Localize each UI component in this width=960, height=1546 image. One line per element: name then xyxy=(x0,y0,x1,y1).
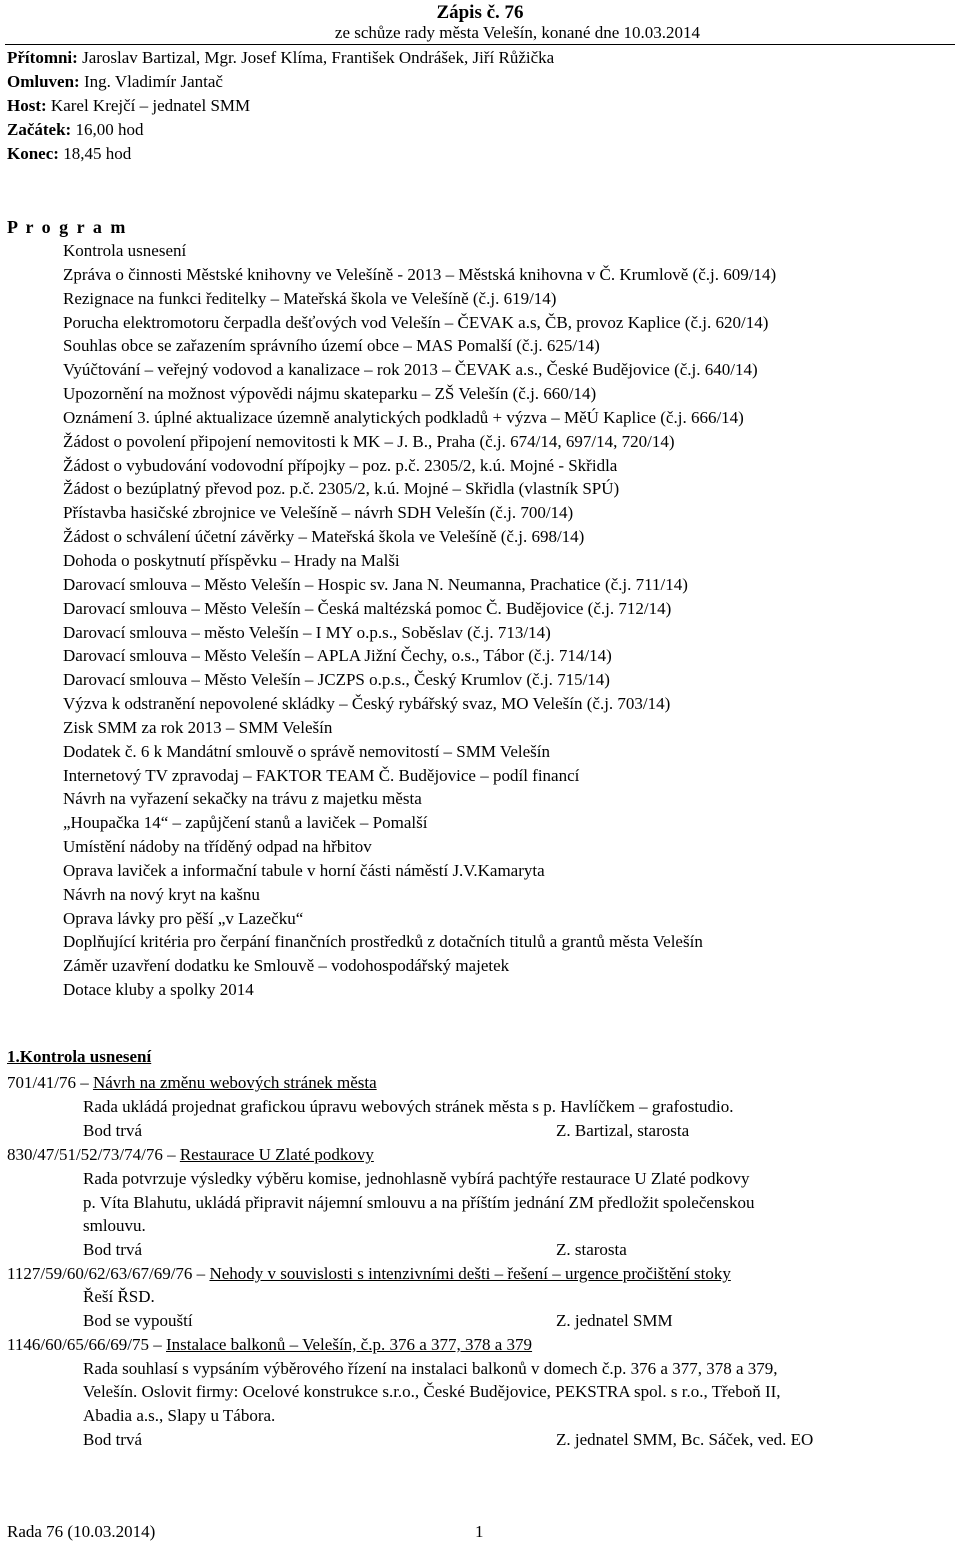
program-item-text: Doplňující kritéria pro čerpání finančních prostředků z dotačních titulů a grantů města Velešín xyxy=(63,932,703,952)
excused-label: Omluven: xyxy=(7,72,80,91)
resolution-text-line: smlouvu. xyxy=(83,1216,146,1235)
document-subtitle: ze schůze rady města Velešín, konané dne 10.03.2014 xyxy=(334,23,700,42)
program-item-text: Dohoda o poskytnutí příspěvku – Hrady na Malši xyxy=(63,550,400,570)
footer-label: Rada 76 (10.03.2014) xyxy=(7,1522,156,1541)
program-item-text: Vyúčtování – veřejný vodovod a kanalizace – rok 2013 – ČEVAK a.s., České Budějovice (č.j. 640/14) xyxy=(63,360,758,380)
resolution-text-line: p. Víta Blahutu, ukládá připravit nájemní smlouvu a na příštím jednání ZM předložit společenskou xyxy=(83,1193,755,1212)
end-value: 18,45 hod xyxy=(63,144,132,163)
start-value: 16,00 hod xyxy=(75,120,144,139)
program-item-text: Dodatek č. 6 k Mandátní smlouvě o správě nemovitostí – SMM Velešín xyxy=(63,741,550,761)
program-item-text: Oprava lávky pro pěší „v Lazečku“ xyxy=(63,908,304,928)
resolution-status: Bod se vypouští xyxy=(83,1311,193,1330)
page-number: 1 xyxy=(475,1522,484,1541)
resolution-ref: 1146/60/65/66/69/75 – xyxy=(7,1335,162,1354)
resolution-text-line: Rada souhlasí s vypsáním výběrového řízení na instalaci balkonů v domech č.p. 376 a 377, 378 a 379, xyxy=(83,1359,778,1378)
program-item-text: Darovací smlouva – Město Velešín – JCZPS o.p.s., Český Krumlov (č.j. 715/14) xyxy=(63,670,610,690)
resolution-header xyxy=(7,1143,374,1167)
program-item-text: Rezignace na funkci ředitelky – Mateřská škola ve Velešíně (č.j. 619/14) xyxy=(63,288,557,308)
resolution-text: Řeší ŘSD. xyxy=(83,1287,155,1306)
resolution-responsible: Z. jednatel SMM, Bc. Sáček, ved. EO xyxy=(556,1430,814,1449)
program-item-text: Darovací smlouva – Město Velešín – Hospic sv. Jana N. Neumanna, Prachatice (č.j. 711/14) xyxy=(63,574,688,594)
program-item-text: Návrh na vyřazení sekačky na trávu z majetku města xyxy=(63,789,422,809)
program-item-text: Záměr uzavření dodatku ke Smlouvě – vodohospodářský majetek xyxy=(63,956,510,976)
program-item-text: Návrh na nový kryt na kašnu xyxy=(63,884,260,904)
present-label: Přítomni: xyxy=(7,48,78,67)
program-item-text: Zpráva o činnosti Městské knihovny ve Velešíně - 2013 – Městská knihovna v Č. Krumlově (č.j. 609/14) xyxy=(63,264,777,284)
program-item-text: Upozornění na možnost výpovědi nájmu skateparku – ZŠ Velešín (č.j. 660/14) xyxy=(63,384,597,404)
program-item-text: Darovací smlouva – Město Velešín – Česká maltézská pomoc Č. Budějovice (č.j. 712/14) xyxy=(63,598,672,618)
start-row xyxy=(7,118,143,141)
header-divider xyxy=(5,44,955,45)
resolution-header xyxy=(7,1071,377,1095)
resolution-text-line: Abadia a.s., Slapy u Tábora. xyxy=(83,1406,276,1425)
program-item-text: Žádost o vybudování vodovodní přípojky – poz. p.č. 2305/2, k.ú. Mojné - Skřidla xyxy=(63,455,618,475)
excused-row xyxy=(7,70,223,93)
resolution-header xyxy=(7,1262,731,1286)
resolution-header xyxy=(7,1333,532,1357)
program-item-text: „Houpačka 14“ – zapůjčení stanů a laviček – Pomalší xyxy=(63,813,428,833)
resolution-title: Restaurace U Zlaté podkovy xyxy=(179,1145,374,1164)
resolution-text-line: Velešín. Oslovit firmy: Ocelové konstrukce s.r.o., České Budějovice, PEKSTRA spol. s r.o., Třeboň II, xyxy=(83,1382,781,1401)
program-item-text: Žádost o schválení účetní závěrky – Mateřská škola ve Velešíně (č.j. 698/14) xyxy=(63,527,585,547)
resolution-ref: 830/47/51/52/73/74/76 – xyxy=(7,1145,176,1164)
guest-label: Host: xyxy=(7,96,47,115)
program-item-text: Oznámení 3. úplné aktualizace územně analytických podkladů + výzva – MěÚ Kaplice (č.j. 666/14) xyxy=(63,407,744,427)
document-title: Zápis č. 76 xyxy=(436,2,524,23)
present-value: Jaroslav Bartizal, Mgr. Josef Klíma, František Ondrášek, Jiří Růžička xyxy=(82,48,555,67)
guest-value: Karel Krejčí – jednatel SMM xyxy=(50,96,251,115)
program-item-text: Výzva k odstranění nepovolené skládky – Český rybářský svaz, MO Velešín (č.j. 703/14) xyxy=(63,694,671,714)
program-item-text: Internetový TV zpravodaj – FAKTOR TEAM Č. Budějovice – podíl financí xyxy=(63,765,580,785)
present-row xyxy=(7,46,554,69)
start-label: Začátek: xyxy=(7,120,72,139)
resolution-text-line: Rada potvrzuje výsledky výběru komise, jednohlasně vybírá pachtýře restaurace U Zlaté podkovy xyxy=(83,1169,750,1188)
resolution-status: Bod trvá xyxy=(83,1430,143,1449)
end-row xyxy=(7,142,131,165)
program-item-text: Žádost o povolení připojení nemovitosti k MK – J. B., Praha (č.j. 674/14, 697/14, 720/14) xyxy=(63,431,675,451)
resolution-responsible: Z. Bartizal, starosta xyxy=(556,1121,690,1140)
program-heading: P r o g r a m xyxy=(7,217,128,237)
resolution-status: Bod trvá xyxy=(83,1240,143,1259)
program-item-text: Umístění nádoby na tříděný odpad na hřbitov xyxy=(63,837,372,857)
program-item-text: Zisk SMM za rok 2013 – SMM Velešín xyxy=(63,717,333,737)
resolution-text: Rada ukládá projednat grafickou úpravu webových stránek města s p. Havlíčkem – grafostudio. xyxy=(83,1097,734,1116)
resolution-responsible: Z. starosta xyxy=(556,1240,627,1259)
program-item-text: Přístavba hasičské zbrojnice ve Velešíně – návrh SDH Velešín (č.j. 700/14) xyxy=(63,503,574,523)
program-item-text: Oprava laviček a informační tabule v horní části náměstí J.V.Kamaryta xyxy=(63,860,545,880)
program-item-text: Porucha elektromotoru čerpadla dešťových vod Velešín – ČEVAK a.s, ČB, provoz Kaplice (č.j. 620/14) xyxy=(63,312,769,332)
resolution-title: Nehody v souvislosti s intenzivními dešti – řešení – urgence pročištění stoky xyxy=(209,1264,731,1283)
resolution-title: Instalace balkonů – Velešín, č.p. 376 a 377, 378 a 379 xyxy=(166,1335,533,1354)
program-item-text: Darovací smlouva – město Velešín – I MY o.p.s., Soběslav (č.j. 713/14) xyxy=(63,622,551,642)
resolution-ref: 1127/59/60/62/63/67/69/76 – xyxy=(7,1264,206,1283)
resolution-responsible: Z. jednatel SMM xyxy=(556,1311,673,1330)
section-heading: 1.Kontrola usnesení xyxy=(7,1047,152,1066)
program-item-text: Žádost o bezúplatný převod poz. p.č. 2305/2, k.ú. Mojné – Skřidla (vlastník SPÚ) xyxy=(63,479,620,499)
program-item-text: Souhlas obce se zařazením správního území obce – MAS Pomalší (č.j. 625/14) xyxy=(63,336,600,356)
resolution-ref: 701/41/76 – xyxy=(7,1073,89,1092)
excused-value: Ing. Vladimír Jantač xyxy=(83,72,223,91)
program-item-text: Dotace kluby a spolky 2014 xyxy=(63,980,254,1000)
program-item-text: Kontrola usnesení xyxy=(63,241,187,260)
resolution-status: Bod trvá xyxy=(83,1121,143,1140)
program-item-text: Darovací smlouva – Město Velešín – APLA Jižní Čechy, o.s., Tábor (č.j. 714/14) xyxy=(63,646,612,666)
end-label: Konec: xyxy=(7,144,59,163)
resolution-title: Návrh na změnu webových stránek města xyxy=(92,1073,377,1092)
guest-row xyxy=(7,94,250,117)
